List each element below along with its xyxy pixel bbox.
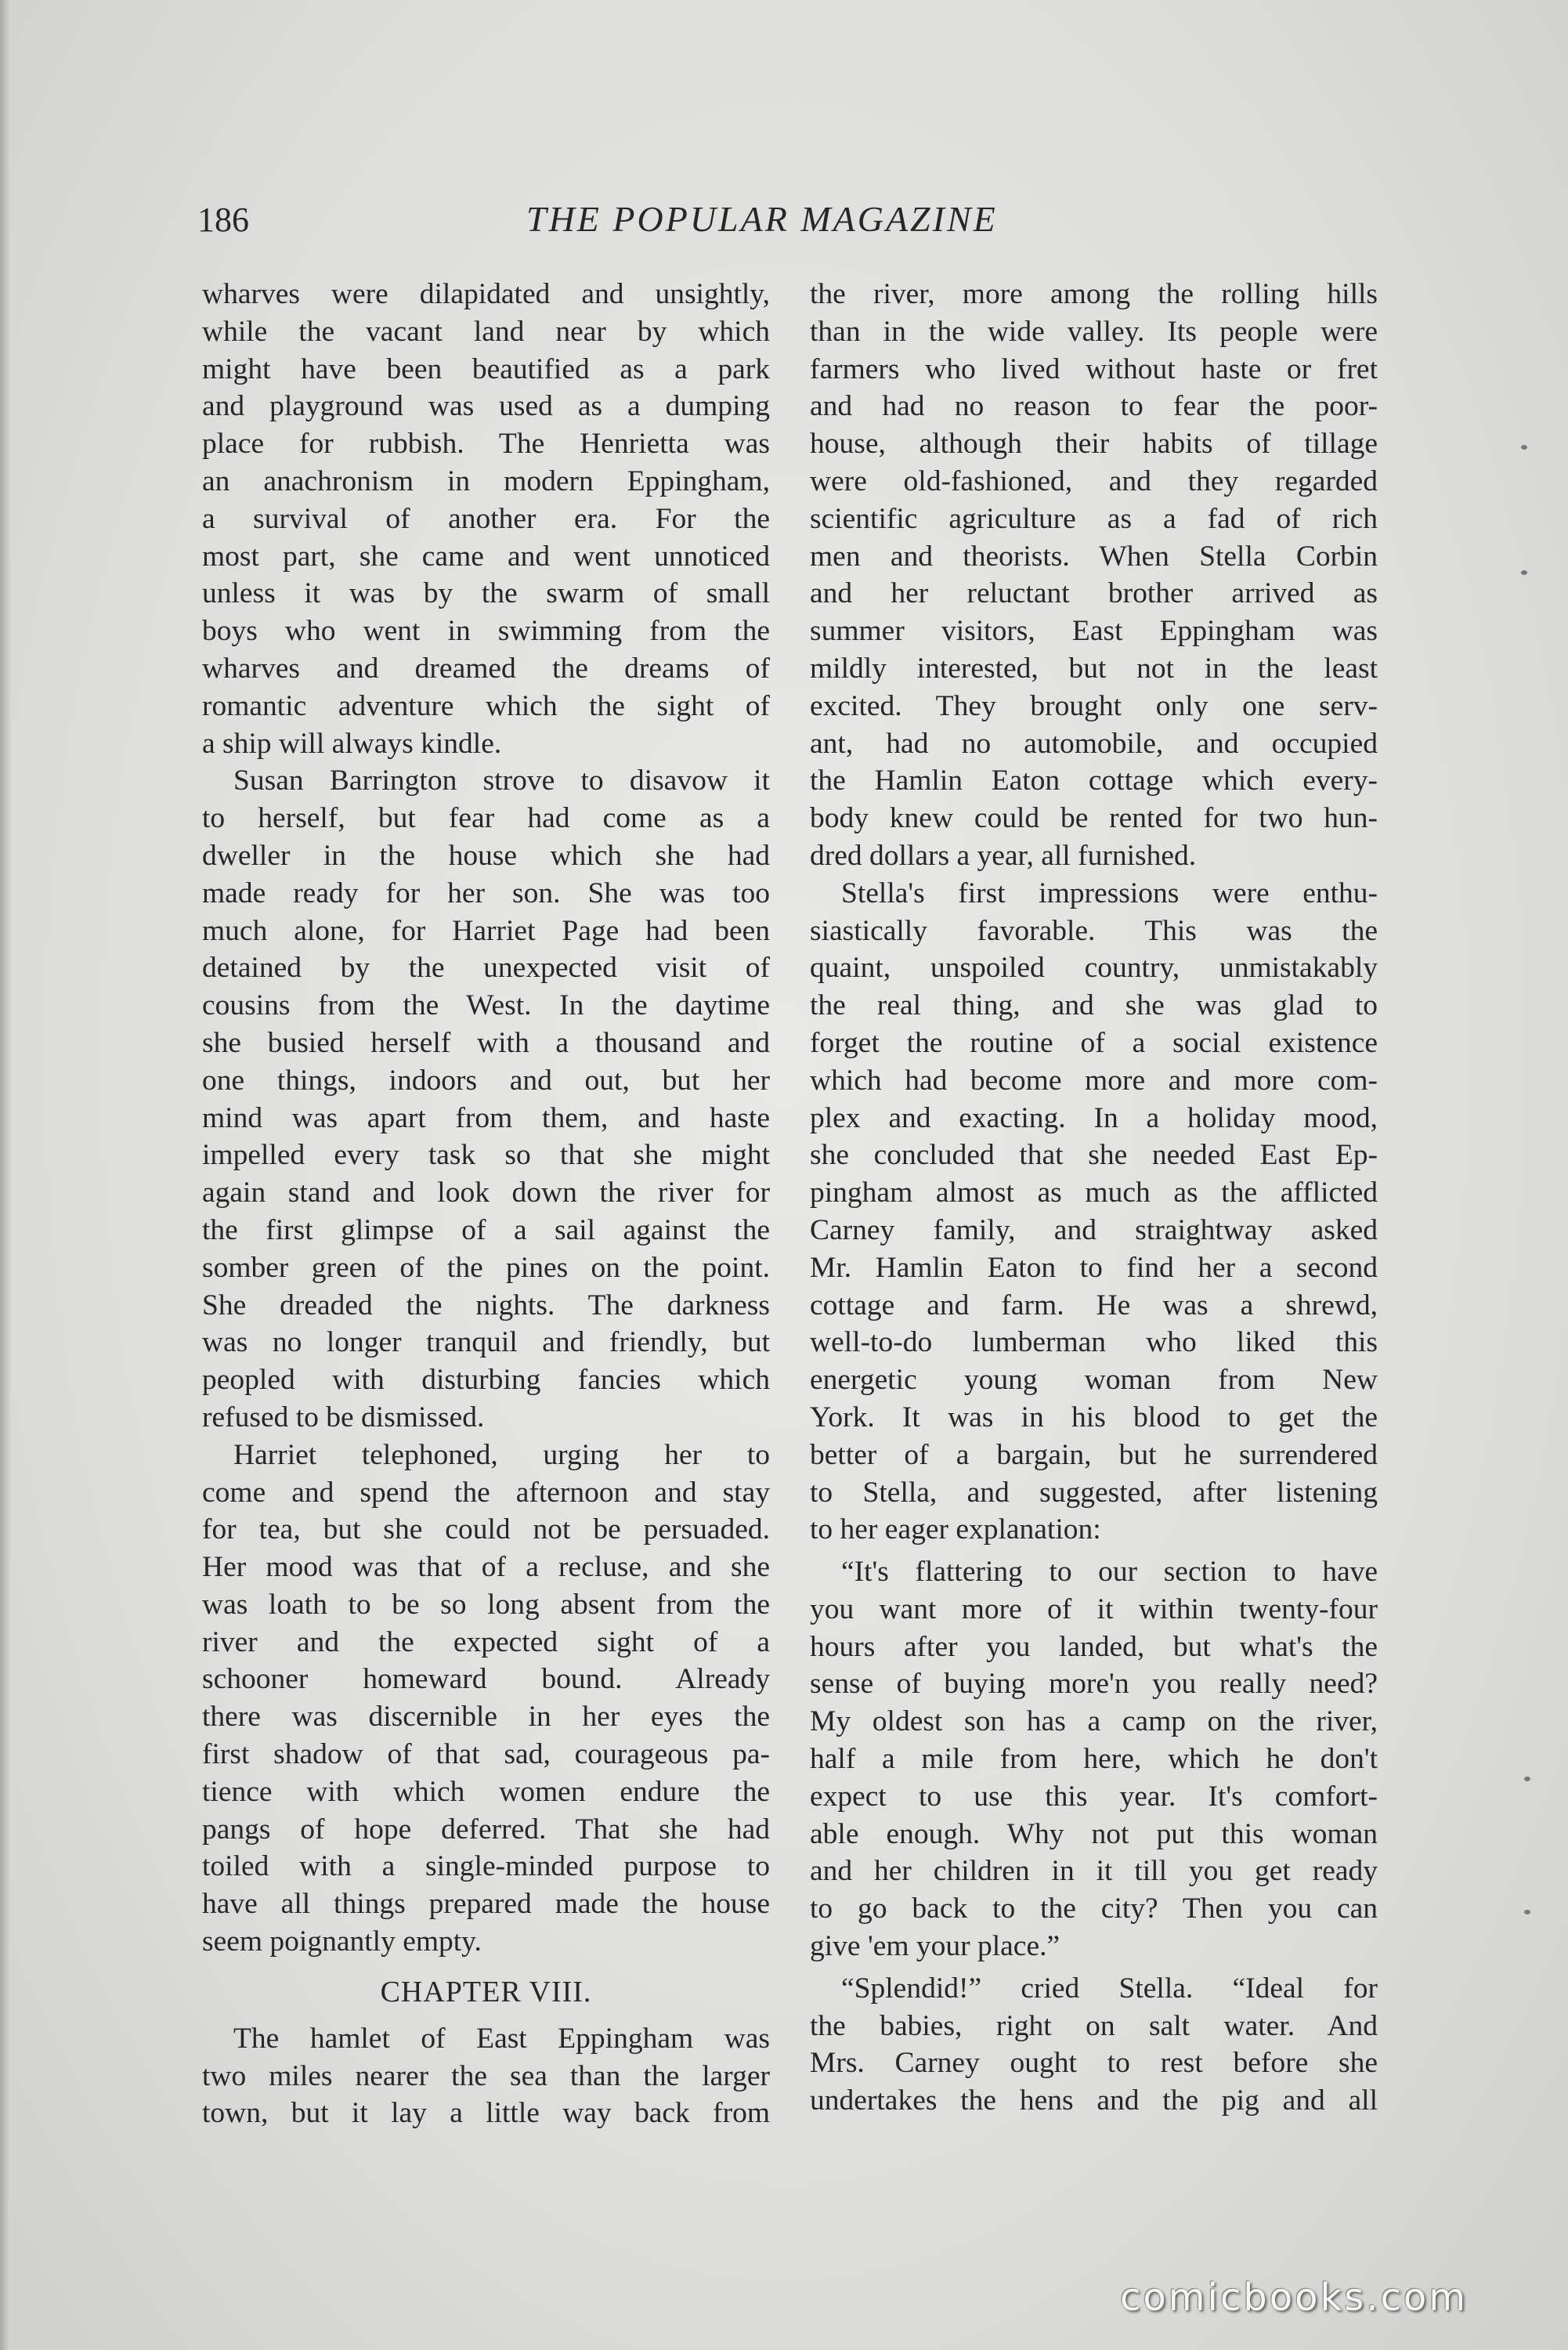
text-line: and her children in it till you get ready xyxy=(810,1855,1378,1888)
text-line: ant, had no automobile, and occupied xyxy=(810,727,1378,760)
text-line: “It's flattering to our section to have xyxy=(841,1556,1378,1589)
paragraph xyxy=(810,875,1378,1549)
paragraph xyxy=(810,1970,1378,2120)
text-line: Mr. Hamlin Eaton to find her a second xyxy=(810,1251,1378,1284)
paper-speck xyxy=(1524,1910,1530,1914)
text-line: Carney family, and straightway asked xyxy=(810,1213,1378,1246)
text-line: two miles nearer the sea than the larger xyxy=(202,2059,770,2092)
text-line: to go back to the city? Then you can xyxy=(810,1893,1378,1925)
text-line: forget the routine of a social existence xyxy=(810,1026,1378,1059)
text-line: a ship will always kindle. xyxy=(202,727,502,760)
text-line: detained by the unexpected visit of xyxy=(202,952,770,985)
text-line: cottage and farm. He was a shrewd, xyxy=(810,1289,1378,1321)
text-line: schooner homeward bound. Already xyxy=(202,1663,770,1696)
text-line: the real thing, and she was glad to xyxy=(810,989,1378,1022)
text-line: body knew could be rented for two hun- xyxy=(810,802,1378,835)
text-line: cousins from the West. In the daytime xyxy=(202,989,770,1022)
page-header xyxy=(197,200,1380,255)
text-line: to Stella, and suggested, after listening xyxy=(810,1476,1378,1509)
text-line: seem poignantly empty. xyxy=(202,1925,482,1958)
text-line: river and the expected sight of a xyxy=(202,1625,770,1658)
text-line: mind was apart from them, and haste xyxy=(202,1101,770,1134)
text-line: pangs of hope deferred. That she had xyxy=(202,1813,770,1846)
text-line: most part, she came and went unnoticed xyxy=(202,540,770,573)
text-line: again stand and look down the river for xyxy=(202,1177,770,1209)
text-line: pingham almost as much as the afflicted xyxy=(810,1177,1378,1209)
text-line: scientific agriculture as a fad of rich xyxy=(810,502,1378,535)
text-line: better of a bargain, but he surrendered xyxy=(810,1438,1378,1471)
paragraph xyxy=(202,1437,770,1961)
text-line: which had become more and more com- xyxy=(810,1064,1378,1097)
text-line: Stella's first impressions were enthu- xyxy=(841,877,1378,909)
text-line: have all things prepared made the house xyxy=(202,1888,770,1921)
text-line: Harriet telephoned, urging her to xyxy=(233,1438,770,1471)
text-line: she busied herself with a thousand and xyxy=(202,1026,770,1059)
text-line: Susan Barrington strove to disavow it xyxy=(233,765,770,797)
text-line: made ready for her son. She was too xyxy=(202,877,770,909)
text-line: much alone, for Harriet Page had been xyxy=(202,914,770,947)
text-line: might have been beautified as a park xyxy=(202,352,770,385)
paragraph xyxy=(202,276,770,762)
text-line: to her eager explanation: xyxy=(810,1513,1101,1546)
text-line: while the vacant land near by which xyxy=(202,315,770,348)
running-title: THE POPULAR MAGAZINE xyxy=(526,199,998,239)
paper-speck xyxy=(1521,445,1527,450)
paper-speck xyxy=(1521,570,1527,575)
left-column xyxy=(202,276,770,2132)
text-line: were old-fashioned, and they regarded xyxy=(810,465,1378,497)
paragraph xyxy=(810,1553,1378,1965)
text-line: give 'em your place.” xyxy=(810,1930,1060,1963)
paper-speck xyxy=(1524,1777,1530,1781)
text-line: quaint, unspoiled country, unmistakably xyxy=(810,952,1378,985)
text-line: half a mile from here, which he don't xyxy=(810,1743,1378,1776)
text-line: and playground was used as a dumping xyxy=(202,390,770,423)
text-line: mildly interested, but not in the least xyxy=(810,652,1378,685)
text-line: “Splendid!” cried Stella. “Ideal for xyxy=(841,1972,1378,2005)
text-line: excited. They brought only one serv- xyxy=(810,689,1378,722)
text-line: hours after you landed, but what's the xyxy=(810,1630,1378,1663)
text-line: than in the wide valley. Its people were xyxy=(810,315,1378,348)
text-line: the river, more among the rolling hills xyxy=(810,278,1378,310)
text-line: a survival of another era. For the xyxy=(202,502,770,535)
text-line: and had no reason to fear the poor- xyxy=(810,390,1378,423)
text-line: there was discernible in her eyes the xyxy=(202,1701,770,1734)
paragraph xyxy=(810,276,1378,875)
text-line: somber green of the pines on the point. xyxy=(202,1251,770,1284)
text-line: was no longer tranquil and friendly, but xyxy=(202,1326,770,1359)
text-line: plex and exacting. In a holiday mood, xyxy=(810,1101,1378,1134)
text-line: refused to be dismissed. xyxy=(202,1401,485,1434)
text-line: the first glimpse of a sail against the xyxy=(202,1213,770,1246)
watermark-logo: comicbooks.com xyxy=(1120,2276,1469,2319)
text-line: able enough. Why not put this woman xyxy=(810,1817,1378,1850)
text-line: dred dollars a year, all furnished. xyxy=(810,839,1197,872)
paragraph xyxy=(202,2020,770,2132)
text-line: expect to use this year. It's comfort- xyxy=(810,1780,1378,1813)
text-line: you want more of it within twenty-four xyxy=(810,1593,1378,1625)
text-line: she concluded that she needed East Ep- xyxy=(810,1139,1378,1172)
text-line: one things, indoors and out, but her xyxy=(202,1064,770,1097)
chapter-heading: CHAPTER VIII. xyxy=(380,1975,592,2008)
text-line: tience with which women endure the xyxy=(202,1775,770,1808)
text-line: energetic young woman from New xyxy=(810,1364,1378,1397)
text-line: and her reluctant brother arrived as xyxy=(810,577,1378,610)
text-line: dweller in the house which she had xyxy=(202,839,770,872)
text-line: undertakes the hens and the pig and all xyxy=(810,2084,1378,2117)
text-line: come and spend the afternoon and stay xyxy=(202,1476,770,1509)
text-line: men and theorists. When Stella Corbin xyxy=(810,540,1378,573)
right-column xyxy=(810,276,1378,2120)
text-line: summer visitors, East Eppingham was xyxy=(810,615,1378,648)
text-line: place for rubbish. The Henrietta was xyxy=(202,428,770,461)
text-line: peopled with disturbing fancies which xyxy=(202,1364,770,1397)
text-line: toiled with a single-minded purpose to xyxy=(202,1850,770,1883)
text-line: first shadow of that sad, courageous pa- xyxy=(202,1738,770,1771)
text-line: Mrs. Carney ought to rest before she xyxy=(810,2047,1378,2080)
paragraph xyxy=(202,762,770,1436)
page-number: 186 xyxy=(197,201,249,239)
text-line: The hamlet of East Eppingham was xyxy=(233,2022,770,2055)
text-line: farmers who lived without haste or fret xyxy=(810,352,1378,385)
text-line: My oldest son has a camp on the river, xyxy=(810,1705,1378,1738)
text-line: Her mood was that of a recluse, and she xyxy=(202,1551,770,1584)
text-line: the Hamlin Eaton cottage which every- xyxy=(810,765,1378,797)
text-line: well-to-do lumberman who liked this xyxy=(810,1326,1378,1359)
text-line: was loath to be so long absent from the xyxy=(202,1588,770,1621)
text-line: She dreaded the nights. The darkness xyxy=(202,1289,770,1321)
text-line: an anachronism in modern Eppingham, xyxy=(202,465,770,497)
text-line: York. It was in his blood to get the xyxy=(810,1401,1378,1434)
text-line: boys who went in swimming from the xyxy=(202,615,770,648)
text-line: romantic adventure which the sight of xyxy=(202,689,770,722)
text-line: to herself, but fear had come as a xyxy=(202,802,770,835)
text-line: siastically favorable. This was the xyxy=(810,914,1378,947)
text-line: unless it was by the swarm of small xyxy=(202,577,770,610)
text-line: for tea, but she could not be persuaded. xyxy=(202,1513,770,1546)
page-edge xyxy=(0,0,11,2350)
text-line: house, although their habits of tillage xyxy=(810,428,1378,461)
text-line: the babies, right on salt water. And xyxy=(810,2009,1378,2042)
text-line: sense of buying more'n you really need? xyxy=(810,1668,1378,1701)
text-line: impelled every task so that she might xyxy=(202,1139,770,1172)
text-line: wharves were dilapidated and unsightly, xyxy=(202,278,770,310)
text-line: wharves and dreamed the dreams of xyxy=(202,652,770,685)
text-line: town, but it lay a little way back from xyxy=(202,2097,770,2130)
